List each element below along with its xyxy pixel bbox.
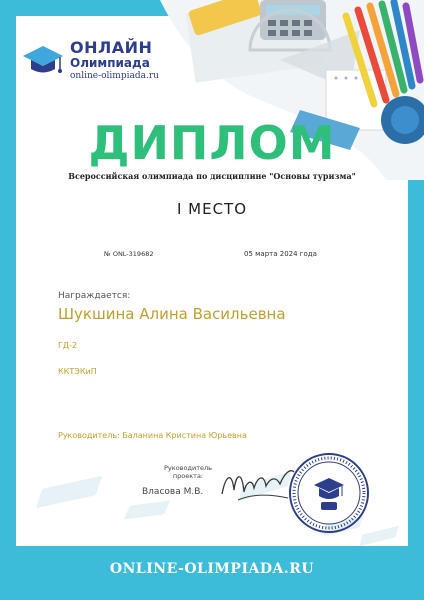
document-number: № ONL-319682 bbox=[104, 250, 154, 258]
logo-line-2: Олимпиада bbox=[70, 56, 150, 70]
official-seal-stamp bbox=[288, 452, 370, 534]
student-group: ГД-2 bbox=[58, 341, 78, 350]
logo-line-1: ОНЛАЙН bbox=[70, 38, 153, 57]
olympiad-logo bbox=[22, 40, 159, 81]
place-awarded: I МЕСТО bbox=[176, 200, 248, 218]
graduation-cap-decoration bbox=[36, 476, 102, 508]
issue-date: 05 марта 2024 года bbox=[244, 250, 317, 258]
recipient-name: Шукшина Алина Васильевна bbox=[58, 305, 286, 323]
awarded-label: Награждается: bbox=[58, 291, 131, 301]
handwritten-signature bbox=[218, 464, 298, 506]
olympiad-subtitle: Всероссийская олимпиада по дисциплине "Основы туризма" bbox=[68, 171, 356, 181]
supervisor: Руководитель: Баланина Кристина Юрьевна bbox=[58, 431, 247, 440]
organization: ККТЭКиП bbox=[58, 367, 97, 376]
signatory-name: Власова М.В. bbox=[142, 487, 204, 497]
graduation-cap-icon bbox=[22, 44, 64, 78]
graduation-cap-decoration bbox=[124, 500, 171, 519]
signatory-role: Руководитель проекта: bbox=[164, 464, 212, 480]
diploma-title: ДИПЛОМ bbox=[88, 116, 336, 170]
footer-site: ONLINE-OLIMPIADA.RU bbox=[109, 561, 315, 577]
logo-url: online-olimpiada.ru bbox=[70, 71, 159, 81]
